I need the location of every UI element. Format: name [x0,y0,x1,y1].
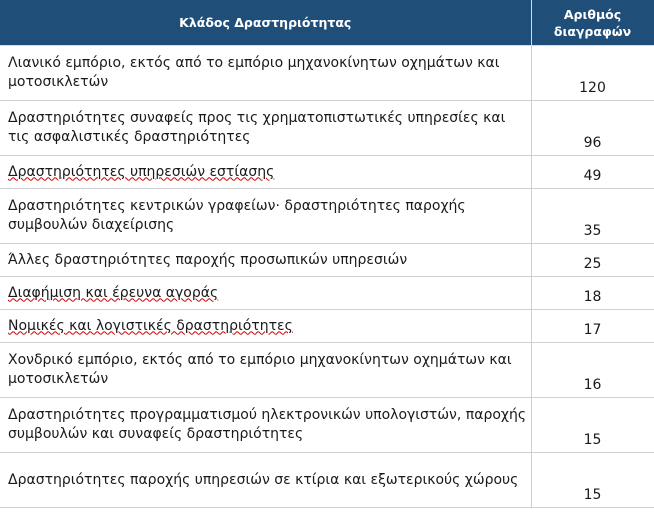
count-cell: 17 [531,310,654,343]
activity-cell: Δραστηριότητες παροχής υπηρεσιών σε κτίρια και εξωτερικούς χώρους [0,453,531,508]
count-header-line1: Αριθμός [563,6,622,22]
table-row [0,453,654,508]
activity-text: Δραστηριότητες υπηρεσιών εστίασης [8,163,275,180]
activity-cell: Δραστηριότητες κεντρικών γραφείων· δραστηριότητες παροχής συμβουλών διαχείρισης [0,189,531,244]
count-cell: 15 [531,453,654,508]
activity-cell: Άλλες δραστηριότητες παροχής προσωπικών υπηρεσιών [0,244,531,277]
count-column-header [531,0,654,46]
count-cell: 96 [531,101,654,156]
table-row [0,343,654,398]
table-row [0,101,654,156]
table-row [0,189,654,244]
activity-text: Διαφήμιση και έρευνα αγοράς [8,284,219,301]
count-cell: 35 [531,189,654,244]
table-header-row [0,0,654,46]
count-cell: 16 [531,343,654,398]
table-row [0,156,654,189]
count-cell: 120 [531,46,654,101]
count-cell: 49 [531,156,654,189]
activity-cell [0,156,531,189]
activity-cell: Δραστηριότητες συναφείς προς τις χρηματοπιστωτικές υπηρεσίες και τις ασφαλιστικές δραστηριότητες [0,101,531,156]
count-cell: 15 [531,398,654,453]
table-row [0,244,654,277]
activity-column-header: Κλάδος Δραστηριότητας [0,0,531,46]
count-cell: 25 [531,244,654,277]
activity-text: Νομικές και λογιστικές δραστηριότητες [8,317,293,334]
table-row [0,277,654,310]
activity-cell: Λιανικό εμπόριο, εκτός από το εμπόριο μηχανοκίνητων οχημάτων και μοτοσικλετών [0,46,531,101]
count-header-line2: διαγραφών [553,23,632,39]
table-row [0,310,654,343]
activity-cell: Χονδρικό εμπόριο, εκτός από το εμπόριο μηχανοκίνητων οχημάτων και μοτοσικλετών [0,343,531,398]
table-row [0,46,654,101]
activity-cell [0,277,531,310]
count-cell: 18 [531,277,654,310]
activity-cell: Δραστηριότητες προγραμματισμού ηλεκτρονικών υπολογιστών, παροχής συμβουλών και συναφείς δραστηριότητες [0,398,531,453]
table-row [0,398,654,453]
activity-cell [0,310,531,343]
